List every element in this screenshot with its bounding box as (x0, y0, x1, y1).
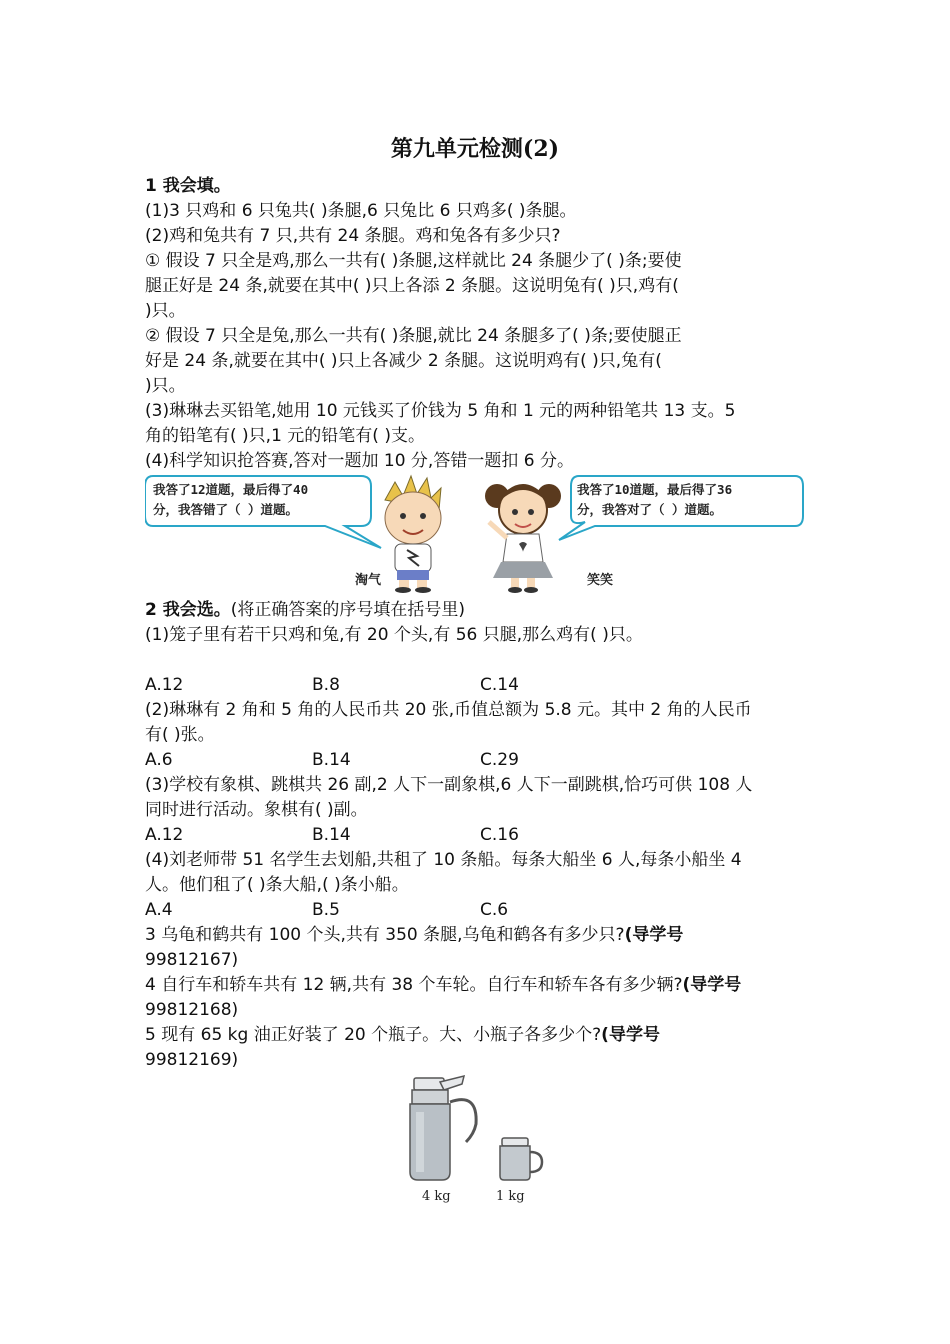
boy-name-label: 淘气 (355, 573, 382, 588)
s4-text: 4 自行车和轿车共有 12 辆,共有 38 个车轮。自行车和轿车各有多少辆? (145, 975, 683, 995)
s1-line-1: (1)3 只鸡和 6 只兔共( )条腿,6 只兔比 6 只鸡多( )条腿。 (145, 201, 577, 221)
section-1-heading: 1 我会填。 (145, 176, 231, 196)
oil-bottles-figure (400, 1072, 550, 1207)
s1-line-7: 好是 24 条,就要在其中( )只上各减少 2 条腿。这说明鸡有( )只,兔有( (145, 351, 662, 371)
s2-q2-option-b: B.14 (312, 750, 351, 770)
s2-q1-option-b: B.8 (312, 675, 340, 695)
page-title: 第九单元检测(2) (390, 136, 560, 162)
s1-line-6: ② 假设 7 只全是兔,那么一共有( )条腿,就比 24 条腿多了( )条;要使腿正 (145, 326, 682, 346)
big-bottle-label: 4 kg (422, 1189, 451, 1204)
s2-q2-line-1: (2)琳琳有 2 角和 5 角的人民币共 20 张,币值总额为 5.8 元。其中 2 角的人民币 (145, 700, 752, 720)
section-4-question (145, 973, 810, 998)
left-bubble-line-1: 我答了12道题，最后得了40 (153, 482, 309, 497)
s2-q3-line-2: 同时进行活动。象棋有( )副。 (145, 800, 368, 820)
s5-ref: (导学号 (601, 1025, 660, 1045)
s1-line-10: 角的铅笔有( )只,1 元的铅笔有( )支。 (145, 426, 425, 446)
right-bubble-line-1: 我答了10道题，最后得了36 (577, 482, 733, 497)
right-bubble-line-2: 分，我答对了（ ）道题。 (577, 502, 723, 517)
quiz-cartoon-figure (145, 470, 805, 595)
s1-line-2: (2)鸡和兔共有 7 只,共有 24 条腿。鸡和兔各有多少只? (145, 226, 561, 246)
s1-line-4: 腿正好是 24 条,就要在其中( )只上各添 2 条腿。这说明兔有( )只,鸡有( (145, 276, 679, 296)
small-bottle-label: 1 kg (496, 1189, 525, 1204)
section-5-question (145, 1023, 810, 1048)
s2-q3-option-c: C.16 (480, 825, 519, 845)
s2-q4-option-b: B.5 (312, 900, 340, 920)
s2-q2-option-c: C.29 (480, 750, 519, 770)
big-bottle-icon (410, 1076, 476, 1180)
s4-ref: (导学号 (682, 975, 742, 995)
s2-q2-option-a: A.6 (145, 750, 173, 770)
s2-q1: (1)笼子里有若干只鸡和兔,有 20 个头,有 56 只腿,那么鸡有( )只。 (145, 625, 643, 645)
section-2-heading-bold: 2 我会选。 (145, 600, 231, 620)
section-3-question (145, 923, 810, 948)
s2-q3-option-b: B.14 (312, 825, 351, 845)
girl-figure (485, 484, 561, 593)
s2-q2-line-2: 有( )张。 (145, 725, 215, 745)
s3-ref-number: 99812167) (145, 950, 239, 970)
left-bubble-line-2: 分，我答错了（ ）道题。 (153, 502, 299, 517)
s2-q1-option-a: A.12 (145, 675, 184, 695)
s2-q3-line-1: (3)学校有象棋、跳棋共 26 副,2 人下一副象棋,6 人下一副跳棋,恰巧可供 108 人 (145, 775, 753, 795)
s2-q4-line-2: 人。他们租了( )条大船,( )条小船。 (145, 875, 409, 895)
s2-q3-option-a: A.12 (145, 825, 184, 845)
s1-line-9: (3)琳琳去买铅笔,她用 10 元钱买了价钱为 5 角和 1 元的两种铅笔共 13 支。5 (145, 401, 736, 421)
s2-q4-line-1: (4)刘老师带 51 名学生去划船,共租了 10 条船。每条大船坐 6 人,每条小船坐 4 (145, 850, 742, 870)
s1-line-3: ① 假设 7 只全是鸡,那么一共有( )条腿,这样就比 24 条腿少了( )条;要使 (145, 251, 682, 271)
s1-line-5: )只。 (145, 301, 186, 321)
s5-ref-number: 99812169) (145, 1050, 239, 1070)
small-bottle-icon (500, 1138, 542, 1180)
section-2-heading (145, 598, 810, 623)
s3-text: 3 乌龟和鹤共有 100 个头,共有 350 条腿,乌龟和鹤各有多少只? (145, 925, 625, 945)
s4-ref-number: 99812168) (145, 1000, 239, 1020)
s2-q4-option-c: C.6 (480, 900, 509, 920)
s2-q1-option-c: C.14 (480, 675, 519, 695)
section-2-heading-note: (将正确答案的序号填在括号里) (230, 600, 466, 620)
s2-q4-option-a: A.4 (145, 900, 173, 920)
girl-name-label: 笑笑 (587, 573, 614, 588)
s5-text: 5 现有 65 kg 油正好装了 20 个瓶子。大、小瓶子各多少个? (145, 1025, 602, 1045)
s1-line-11: (4)科学知识抢答赛,答对一题加 10 分,答错一题扣 6 分。 (145, 451, 574, 471)
s1-line-8: )只。 (145, 376, 186, 396)
s3-ref: (导学号 (624, 925, 684, 945)
boy-figure (385, 476, 441, 593)
